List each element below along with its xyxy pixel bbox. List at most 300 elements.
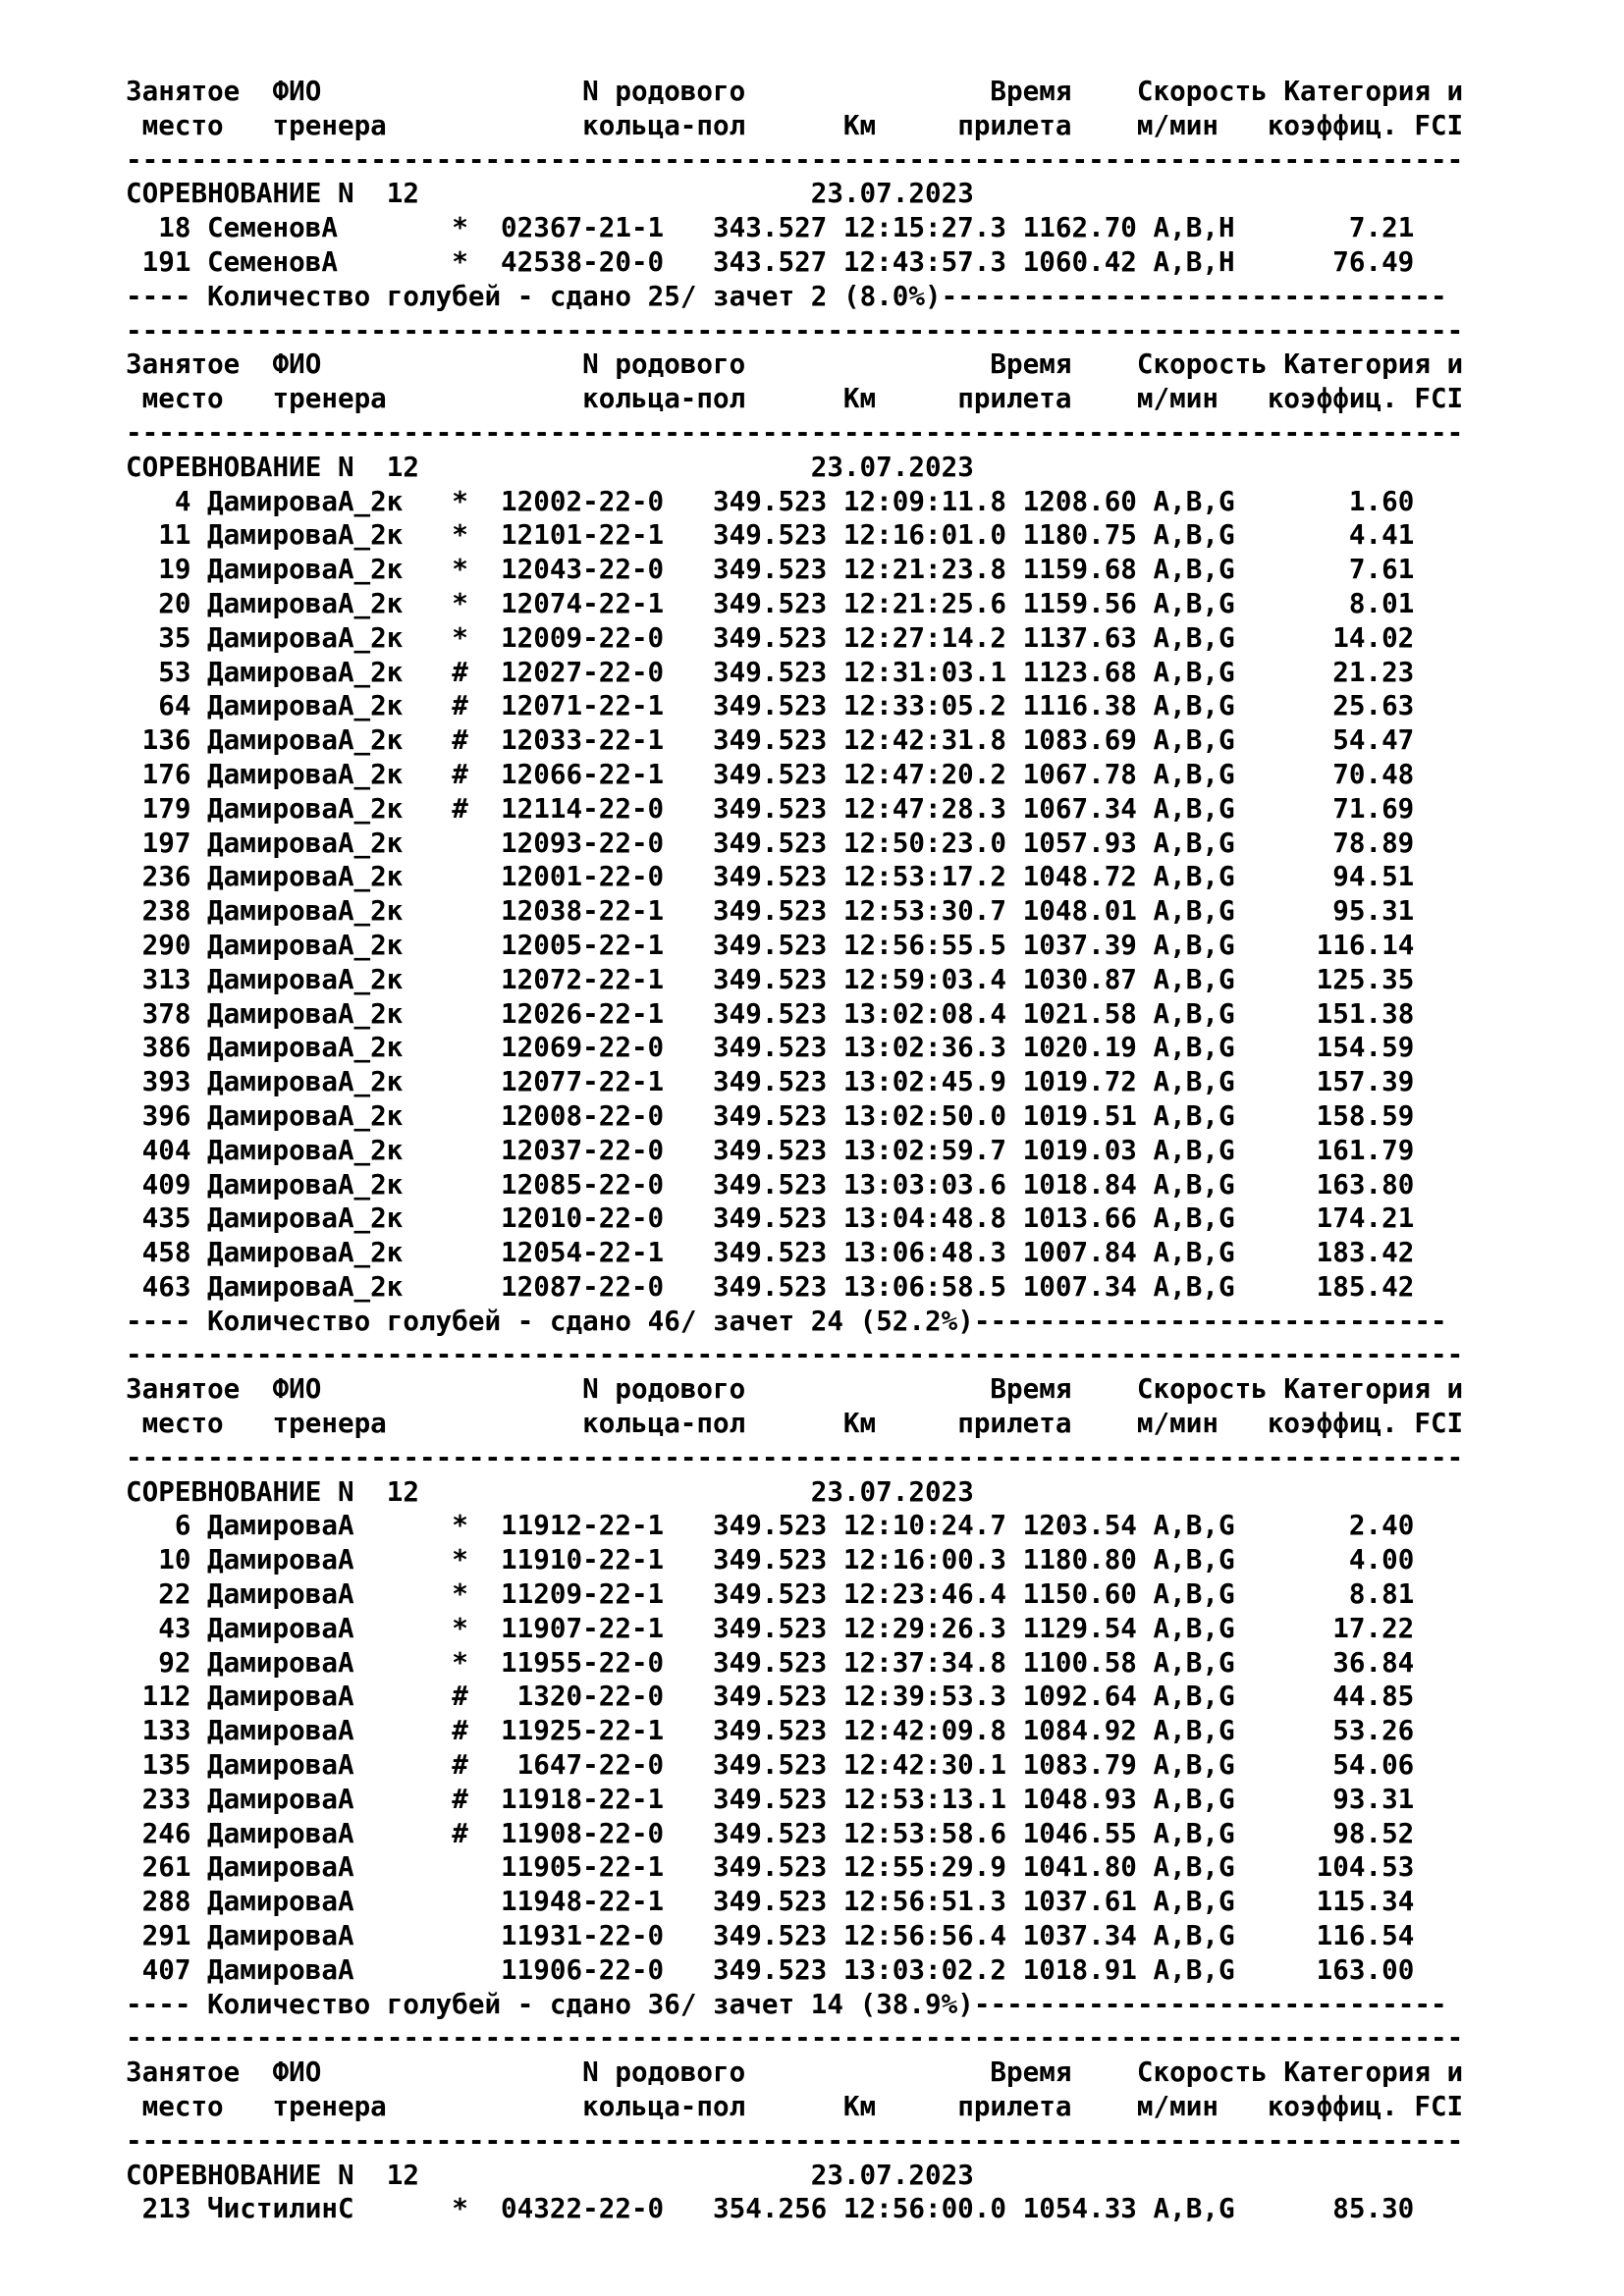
row-speed: 1159.56 — [1022, 586, 1137, 619]
row-arrival-time: 12:50:23.0 — [842, 826, 1007, 859]
row-arrival-time: 12:31:03.1 — [842, 655, 1007, 688]
row-arrival-time: 12:53:58.6 — [842, 1816, 1007, 1849]
row-km: 349.523 — [713, 1714, 828, 1747]
table-row — [126, 1748, 1480, 1783]
header-category-2: коэффиц. FCI — [1267, 2090, 1464, 2123]
row-category: A,B,G — [1153, 1509, 1235, 1542]
row-ring-number: 12093-22-0 — [501, 826, 665, 859]
header-category-2: коэффиц. FCI — [1267, 1407, 1464, 1440]
row-speed: 1092.64 — [1022, 1680, 1137, 1713]
table-row — [126, 1680, 1480, 1714]
column-header-line-2 — [126, 1407, 1480, 1441]
row-category: A,B,H — [1153, 244, 1235, 278]
table-row — [126, 827, 1480, 861]
table-row — [126, 1065, 1480, 1099]
row-coefficient: 116.14 — [1316, 928, 1415, 961]
row-km: 349.523 — [713, 1919, 828, 1952]
row-trainer-name: ДамироваА — [207, 1577, 354, 1611]
header-place: Занятое — [126, 75, 241, 107]
row-trainer-name: ДамироваА_2к — [207, 791, 404, 825]
table-row — [126, 792, 1480, 827]
row-coefficient: 183.42 — [1316, 1236, 1415, 1269]
row-category: A,B,G — [1153, 1098, 1235, 1132]
row-place: 238 — [141, 894, 191, 928]
table-row — [126, 758, 1480, 792]
row-speed: 1083.79 — [1022, 1748, 1137, 1782]
row-ring-number: 12077-22-1 — [501, 1065, 665, 1098]
row-category: A,B,G — [1153, 791, 1235, 825]
header-ring: N родового — [582, 1372, 746, 1406]
row-coefficient: 7.61 — [1348, 553, 1415, 586]
row-category: A,B,G — [1153, 1611, 1235, 1644]
row-km: 349.523 — [713, 1509, 828, 1542]
row-category: A,B,G — [1153, 1065, 1235, 1098]
row-coefficient: 93.31 — [1332, 1782, 1415, 1815]
row-km: 354.256 — [713, 2192, 828, 2225]
row-ring-number: 12043-22-0 — [501, 553, 665, 586]
row-place: 136 — [141, 723, 191, 757]
row-arrival-time: 13:02:08.4 — [842, 996, 1007, 1030]
row-ring-number: 12009-22-0 — [501, 620, 665, 654]
row-trainer-name: ДамироваА — [207, 1952, 354, 1986]
row-km: 349.523 — [713, 1065, 828, 1098]
table-row — [126, 1646, 1480, 1681]
row-trainer-name: ДамироваА — [207, 1714, 354, 1747]
row-speed: 1159.68 — [1022, 553, 1137, 586]
row-speed: 1180.80 — [1022, 1543, 1137, 1576]
table-row — [126, 1783, 1480, 1817]
row-arrival-time: 12:47:28.3 — [842, 791, 1007, 825]
row-coefficient: 151.38 — [1316, 996, 1415, 1030]
summary-text: ---- Количество голубей - сдано 25/ зачет 2 (8.0%)------------------------------- — [126, 279, 1447, 312]
header-speed-2: м/мин — [1136, 1407, 1218, 1440]
section-summary — [126, 1305, 1480, 1339]
row-place: 22 — [158, 1577, 191, 1611]
row-ring-number: 11912-22-1 — [501, 1509, 665, 1542]
row-km: 349.523 — [713, 689, 828, 722]
row-ring-number: 12038-22-1 — [501, 894, 665, 928]
row-speed: 1054.33 — [1022, 2192, 1137, 2225]
table-row — [126, 929, 1480, 963]
row-trainer-name: ДамироваА — [207, 1611, 354, 1644]
row-trainer-name: ДамироваА_2к — [207, 1236, 404, 1269]
header-km-2: Км — [842, 2090, 877, 2123]
row-trainer-name: ДамироваА — [207, 1885, 354, 1918]
row-km: 349.523 — [713, 791, 828, 825]
row-coefficient: 8.81 — [1348, 1577, 1415, 1611]
row-place: 407 — [141, 1952, 191, 1986]
header-separator — [126, 2124, 1463, 2159]
row-coefficient: 4.00 — [1348, 1543, 1415, 1576]
row-speed: 1048.93 — [1022, 1782, 1137, 1815]
row-mark: # — [452, 1748, 468, 1782]
row-arrival-time: 12:16:00.3 — [842, 1543, 1007, 1576]
table-row — [126, 689, 1480, 723]
row-category: A,B,G — [1153, 1201, 1235, 1235]
row-trainer-name: ДамироваА_2к — [207, 689, 404, 722]
row-speed: 1021.58 — [1022, 996, 1137, 1030]
row-arrival-time: 12:42:09.8 — [842, 1714, 1007, 1747]
row-speed: 1203.54 — [1022, 1509, 1137, 1542]
row-ring-number: 12072-22-1 — [501, 962, 665, 995]
row-km: 349.523 — [713, 962, 828, 995]
row-km: 349.523 — [713, 723, 828, 757]
row-arrival-time: 13:02:59.7 — [842, 1133, 1007, 1166]
competition-line — [126, 1475, 1480, 1510]
row-arrival-time: 12:39:53.3 — [842, 1680, 1007, 1713]
separator-text: ---------------------------------------------------------------------------------- — [126, 142, 1464, 176]
header-ring: N родового — [582, 347, 746, 381]
row-category: A,B,G — [1153, 1543, 1235, 1576]
row-ring-number: 42538-20-0 — [501, 244, 665, 278]
row-ring-number: 04322-22-0 — [501, 2192, 665, 2225]
row-place: 404 — [141, 1133, 191, 1166]
table-row — [126, 587, 1480, 621]
row-mark: # — [452, 655, 468, 688]
row-coefficient: 154.59 — [1316, 1031, 1415, 1064]
row-mark: * — [452, 1509, 468, 1542]
header-fio: ФИО — [272, 75, 322, 107]
row-place: 313 — [141, 962, 191, 995]
row-speed: 1018.84 — [1022, 1167, 1137, 1201]
row-speed: 1137.63 — [1022, 620, 1137, 654]
row-arrival-time: 12:21:25.6 — [842, 586, 1007, 619]
row-ring-number: 11905-22-1 — [501, 1850, 665, 1884]
row-speed: 1007.84 — [1022, 1236, 1137, 1269]
row-mark: * — [452, 1611, 468, 1644]
row-km: 349.523 — [713, 1952, 828, 1986]
row-arrival-time: 12:42:30.1 — [842, 1748, 1007, 1782]
table-row — [126, 894, 1480, 929]
row-arrival-time: 12:16:01.0 — [842, 518, 1007, 552]
column-header-line-1 — [126, 75, 1480, 109]
row-speed: 1019.51 — [1022, 1098, 1137, 1132]
row-place: 393 — [141, 1065, 191, 1098]
header-time-2: прилета — [957, 2090, 1072, 2123]
row-mark: * — [452, 211, 468, 244]
header-speed: Скорость — [1136, 347, 1268, 381]
row-trainer-name: СеменовА — [207, 211, 338, 244]
header-ring-2: кольца-пол — [582, 1407, 746, 1440]
row-coefficient: 104.53 — [1316, 1850, 1415, 1884]
row-coefficient: 4.41 — [1348, 518, 1415, 552]
row-km: 349.523 — [713, 894, 828, 928]
separator-text: ---------------------------------------------------------------------------------- — [126, 2123, 1464, 2157]
row-category: A,B,G — [1153, 1850, 1235, 1884]
row-coefficient: 54.47 — [1332, 723, 1415, 757]
header-km-2: Км — [842, 382, 877, 415]
row-arrival-time: 12:37:34.8 — [842, 1645, 1007, 1679]
table-row — [126, 1270, 1480, 1305]
row-trainer-name: ДамироваА — [207, 1919, 354, 1952]
row-mark: # — [452, 1782, 468, 1815]
header-time-2: прилета — [957, 1407, 1072, 1440]
table-row — [126, 1850, 1480, 1885]
row-place: 64 — [158, 689, 191, 722]
row-km: 343.527 — [713, 244, 828, 278]
row-km: 349.523 — [713, 1748, 828, 1782]
row-ring-number: 12037-22-0 — [501, 1133, 665, 1166]
summary-text: ---- Количество голубей - сдано 36/ зачет 14 (38.9%)----------------------------- — [126, 1987, 1447, 2020]
header-time: Время — [990, 2056, 1072, 2089]
table-row — [126, 485, 1480, 519]
row-place: 53 — [158, 655, 191, 688]
header-category-2: коэффиц. FCI — [1267, 108, 1464, 141]
header-ring-2: кольца-пол — [582, 2090, 746, 2123]
row-trainer-name: ДамироваА — [207, 1782, 354, 1815]
header-separator — [126, 1441, 1463, 1475]
row-arrival-time: 13:02:45.9 — [842, 1065, 1007, 1098]
header-separator — [126, 143, 1463, 178]
header-speed-2: м/мин — [1136, 108, 1218, 141]
row-arrival-time: 12:53:17.2 — [842, 860, 1007, 893]
row-trainer-name: ДамироваА_2к — [207, 757, 404, 790]
row-trainer-name: ДамироваА — [207, 1748, 354, 1782]
row-speed: 1067.78 — [1022, 757, 1137, 790]
row-trainer-name: ДамироваА_2к — [207, 723, 404, 757]
header-time: Время — [990, 347, 1072, 381]
header-place: Занятое — [126, 2056, 241, 2089]
column-header-line-2 — [126, 382, 1480, 416]
row-trainer-name: ДамироваА — [207, 1680, 354, 1713]
row-speed: 1020.19 — [1022, 1031, 1137, 1064]
row-mark: * — [452, 2192, 468, 2225]
row-coefficient: 85.30 — [1332, 2192, 1415, 2225]
row-speed: 1084.92 — [1022, 1714, 1137, 1747]
row-place: 43 — [158, 1611, 191, 1644]
row-place: 176 — [141, 757, 191, 790]
competition-label: СОРЕВНОВАНИЕ N 12 — [126, 450, 420, 483]
row-place: 6 — [174, 1509, 191, 1542]
row-coefficient: 163.80 — [1316, 1167, 1415, 1201]
row-mark: * — [452, 484, 468, 517]
row-category: A,B,G — [1153, 655, 1235, 688]
row-arrival-time: 12:21:23.8 — [842, 553, 1007, 586]
table-row — [126, 1919, 1480, 1953]
row-ring-number: 11908-22-0 — [501, 1816, 665, 1849]
row-coefficient: 78.89 — [1332, 826, 1415, 859]
row-mark: * — [452, 586, 468, 619]
row-ring-number: 12066-22-1 — [501, 757, 665, 790]
row-coefficient: 2.40 — [1348, 1509, 1415, 1542]
row-coefficient: 44.85 — [1332, 1680, 1415, 1713]
row-arrival-time: 12:10:24.7 — [842, 1509, 1007, 1542]
row-trainer-name: ДамироваА_2к — [207, 928, 404, 961]
row-arrival-time: 12:27:14.2 — [842, 620, 1007, 654]
row-ring-number: 11906-22-0 — [501, 1952, 665, 1986]
row-speed: 1162.70 — [1022, 211, 1137, 244]
row-place: 20 — [158, 586, 191, 619]
row-mark: * — [452, 244, 468, 278]
row-category: A,B,G — [1153, 894, 1235, 928]
row-ring-number: 12002-22-0 — [501, 484, 665, 517]
row-speed: 1208.60 — [1022, 484, 1137, 517]
row-trainer-name: ДамироваА_2к — [207, 484, 404, 517]
row-speed: 1150.60 — [1022, 1577, 1137, 1611]
table-row — [126, 1817, 1480, 1851]
competition-line — [126, 2159, 1480, 2193]
row-speed: 1083.69 — [1022, 723, 1137, 757]
row-km: 349.523 — [713, 518, 828, 552]
row-coefficient: 14.02 — [1332, 620, 1415, 654]
row-arrival-time: 12:55:29.9 — [842, 1850, 1007, 1884]
row-category: A,B,G — [1153, 689, 1235, 722]
separator-text: ---------------------------------------------------------------------------------- — [126, 1440, 1464, 1473]
row-place: 179 — [141, 791, 191, 825]
section-separator — [126, 1338, 1463, 1372]
row-ring-number: 12008-22-0 — [501, 1098, 665, 1132]
row-arrival-time: 13:04:48.8 — [842, 1201, 1007, 1235]
row-ring-number: 11910-22-1 — [501, 1543, 665, 1576]
row-coefficient: 116.54 — [1316, 1919, 1415, 1952]
table-row — [126, 621, 1480, 656]
header-time-2: прилета — [957, 108, 1072, 141]
row-trainer-name: ДамироваА_2к — [207, 518, 404, 552]
row-coefficient: 98.52 — [1332, 1816, 1415, 1849]
table-row — [126, 963, 1480, 997]
row-km: 349.523 — [713, 1098, 828, 1132]
summary-text: ---- Количество голубей - сдано 46/ зачет 24 (52.2%)----------------------------- — [126, 1304, 1447, 1337]
row-speed: 1129.54 — [1022, 1611, 1137, 1644]
row-arrival-time: 13:03:03.6 — [842, 1167, 1007, 1201]
header-km-2: Км — [842, 108, 877, 141]
row-km: 349.523 — [713, 655, 828, 688]
row-place: 233 — [141, 1782, 191, 1815]
row-place: 291 — [141, 1919, 191, 1952]
header-fio-2: тренера — [272, 382, 387, 415]
row-place: 133 — [141, 1714, 191, 1747]
row-trainer-name: ДамироваА_2к — [207, 826, 404, 859]
header-fio: ФИО — [272, 2056, 322, 2089]
row-ring-number: 12027-22-0 — [501, 655, 665, 688]
row-ring-number: 12026-22-1 — [501, 996, 665, 1030]
header-place-2: место — [141, 2090, 224, 2123]
row-ring-number: 12001-22-0 — [501, 860, 665, 893]
row-coefficient: 163.00 — [1316, 1952, 1415, 1986]
competition-date: 23.07.2023 — [810, 2158, 974, 2191]
row-trainer-name: ДамироваА_2к — [207, 655, 404, 688]
row-place: 463 — [141, 1269, 191, 1303]
row-category: A,B,G — [1153, 860, 1235, 893]
row-km: 349.523 — [713, 1680, 828, 1713]
row-place: 386 — [141, 1031, 191, 1064]
header-category: Категория и — [1283, 75, 1464, 107]
header-speed: Скорость — [1136, 75, 1268, 107]
row-coefficient: 36.84 — [1332, 1645, 1415, 1679]
row-category: A,B,G — [1153, 553, 1235, 586]
table-row — [126, 1543, 1480, 1577]
row-place: 378 — [141, 996, 191, 1030]
row-place: 409 — [141, 1167, 191, 1201]
header-km-2: Км — [842, 1407, 877, 1440]
row-category: A,B,G — [1153, 1133, 1235, 1166]
table-row — [126, 1201, 1480, 1236]
header-ring-2: кольца-пол — [582, 382, 746, 415]
row-place: 10 — [158, 1543, 191, 1576]
row-place: 18 — [158, 211, 191, 244]
row-km: 349.523 — [713, 1236, 828, 1269]
row-mark: * — [452, 1543, 468, 1576]
table-row — [126, 518, 1480, 553]
row-trainer-name: ДамироваА — [207, 1816, 354, 1849]
row-mark: * — [452, 620, 468, 654]
table-row — [126, 211, 1480, 245]
row-ring-number: 12085-22-0 — [501, 1167, 665, 1201]
row-speed: 1013.66 — [1022, 1201, 1137, 1235]
header-place-2: место — [141, 1407, 224, 1440]
row-trainer-name: ДамироваА_2к — [207, 1269, 404, 1303]
row-coefficient: 95.31 — [1332, 894, 1415, 928]
row-speed: 1048.01 — [1022, 894, 1137, 928]
row-trainer-name: ДамироваА_2к — [207, 996, 404, 1030]
row-coefficient: 115.34 — [1316, 1885, 1415, 1918]
row-trainer-name: СеменовА — [207, 244, 338, 278]
row-place: 4 — [174, 484, 191, 517]
table-row — [126, 1099, 1480, 1134]
table-row — [126, 1577, 1480, 1612]
row-speed: 1067.34 — [1022, 791, 1137, 825]
row-category: A,B,G — [1153, 757, 1235, 790]
row-arrival-time: 12:09:11.8 — [842, 484, 1007, 517]
row-ring-number: 12074-22-1 — [501, 586, 665, 619]
row-mark: # — [452, 791, 468, 825]
row-arrival-time: 12:43:57.3 — [842, 244, 1007, 278]
row-mark: # — [452, 757, 468, 790]
row-category: A,B,G — [1153, 1782, 1235, 1815]
header-category-2: коэффиц. FCI — [1267, 382, 1464, 415]
row-arrival-time: 13:02:50.0 — [842, 1098, 1007, 1132]
section-summary — [126, 280, 1480, 314]
row-mark: * — [452, 1645, 468, 1679]
row-arrival-time: 13:06:48.3 — [842, 1236, 1007, 1269]
row-ring-number: 11925-22-1 — [501, 1714, 665, 1747]
row-trainer-name: ДамироваА_2к — [207, 1098, 404, 1132]
row-trainer-name: ДамироваА_2к — [207, 962, 404, 995]
header-category: Категория и — [1283, 2056, 1464, 2089]
header-category: Категория и — [1283, 347, 1464, 381]
row-category: A,B,G — [1153, 1577, 1235, 1611]
row-trainer-name: ДамироваА — [207, 1509, 354, 1542]
row-category: A,B,G — [1153, 620, 1235, 654]
row-category: A,B,G — [1153, 1714, 1235, 1747]
row-ring-number: 11907-22-1 — [501, 1611, 665, 1644]
table-row — [126, 1612, 1480, 1646]
row-ring-number: 11948-22-1 — [501, 1885, 665, 1918]
row-coefficient: 21.23 — [1332, 655, 1415, 688]
row-category: A,B,G — [1153, 1236, 1235, 1269]
separator-text: ---------------------------------------------------------------------------------- — [126, 2021, 1464, 2055]
row-mark: # — [452, 689, 468, 722]
header-fio-2: тренера — [272, 2090, 387, 2123]
row-place: 396 — [141, 1098, 191, 1132]
column-header-line-1 — [126, 347, 1480, 382]
header-speed: Скорость — [1136, 2056, 1268, 2089]
row-place: 435 — [141, 1201, 191, 1235]
row-speed: 1100.58 — [1022, 1645, 1137, 1679]
row-coefficient: 53.26 — [1332, 1714, 1415, 1747]
header-ring: N родового — [582, 75, 746, 107]
header-ring-2: кольца-пол — [582, 108, 746, 141]
row-arrival-time: 12:56:51.3 — [842, 1885, 1007, 1918]
row-speed: 1180.75 — [1022, 518, 1137, 552]
row-ring-number: 11209-22-1 — [501, 1577, 665, 1611]
row-place: 11 — [158, 518, 191, 552]
row-category: A,B,G — [1153, 484, 1235, 517]
table-row — [126, 860, 1480, 894]
row-trainer-name: ДамироваА — [207, 1543, 354, 1576]
row-ring-number: 02367-21-1 — [501, 211, 665, 244]
row-category: A,B,G — [1153, 1680, 1235, 1713]
